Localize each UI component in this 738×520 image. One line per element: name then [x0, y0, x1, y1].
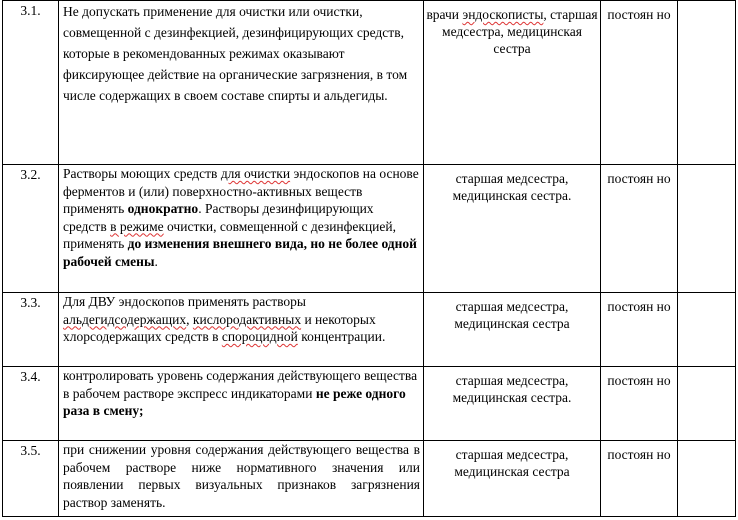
text-part: эндоскопов на основе ферментов и (или) поверхностно-активных веществ применять	[63, 166, 419, 216]
table-row	[3, 165, 736, 293]
text-bold: до изменения внешнего вида, но не более одной рабочей смены	[63, 236, 417, 269]
text-part: спороцидной	[221, 329, 298, 344]
row-number: 3.5.	[3, 441, 59, 517]
text-part: .	[154, 253, 158, 269]
row-responsible: старшая медсестра, медицинская сестра.	[424, 165, 601, 293]
text-part: для очистки	[220, 166, 291, 181]
row-number: 3.4.	[3, 367, 59, 441]
responsible-part: , старшая медсестра, медицинская сестра	[442, 7, 598, 56]
responsible-part: врачи	[426, 7, 463, 22]
text-part: контролировать уровень содержания действующего вещества в рабочем растворе экспресс индикаторами	[63, 368, 418, 401]
text-part: и некоторых хлорсодержащих средств в	[63, 311, 376, 344]
row-deadline: постоян но	[601, 165, 678, 293]
row-number: 3.3.	[3, 293, 59, 367]
text-part: ,	[186, 311, 193, 327]
responsible-part: эндоскописты	[462, 7, 544, 22]
row-extra-cell	[678, 367, 736, 441]
row-number: 3.1.	[3, 1, 59, 165]
row-text-body: Не допускать применение для очистки или очистки, совмещенной с дезинфекцией, дезинфицирующих средств, которые в рекомендованных режимах оказывают фиксирующее действие на органические загрязнения, в том числе содержащих в своем составе спирты и альдегиды.	[63, 4, 408, 103]
row-text: при снижении уровня содержания действующего вещества в рабочем растворе ниже нормативного значения или появлении первых визуальных признаков загрязнения раствор заменять.	[59, 441, 424, 517]
table-row	[3, 293, 736, 367]
text-bold: не реже одного раза в смену;	[63, 385, 406, 418]
row-extra-cell	[678, 441, 736, 517]
text-bold: однократно	[127, 201, 199, 216]
text-part: очистки, совмещенной с дезинфекцией, применять	[63, 218, 396, 251]
row-deadline: постоян но	[601, 367, 678, 441]
row-responsible: старшая медсестра, медицинская сестра	[424, 293, 601, 367]
text-part: . Растворы дезинфицирующих средств	[63, 201, 374, 234]
row-extra-cell	[678, 293, 736, 367]
row-responsible: старшая медсестра, медицинская сестра	[424, 441, 601, 517]
row-responsible	[424, 1, 601, 165]
row-deadline: постоян но	[601, 293, 678, 367]
row-text	[59, 165, 424, 293]
text-part: альдегидсодержащих	[63, 311, 187, 327]
text-part: Для ДВУ эндоскопов применять растворы	[63, 294, 306, 309]
table-row	[3, 367, 736, 441]
row-extra-cell	[678, 165, 736, 293]
table-row	[3, 441, 736, 517]
row-text	[59, 1, 424, 165]
row-deadline: постоян но	[601, 1, 678, 165]
row-text	[59, 293, 424, 367]
row-responsible: старшая медсестра, медицинская сестра.	[424, 367, 601, 441]
text-part: кислородактивных	[192, 311, 302, 327]
row-extra-cell	[678, 1, 736, 165]
document-table	[2, 0, 736, 517]
row-text	[59, 367, 424, 441]
text-part: в режиме	[110, 218, 164, 234]
text-part: концентрации.	[297, 329, 386, 344]
table-row	[3, 1, 736, 165]
row-number: 3.2.	[3, 165, 59, 293]
row-deadline: постоян но	[601, 441, 678, 517]
text-part: Растворы моющих средств	[63, 166, 221, 181]
